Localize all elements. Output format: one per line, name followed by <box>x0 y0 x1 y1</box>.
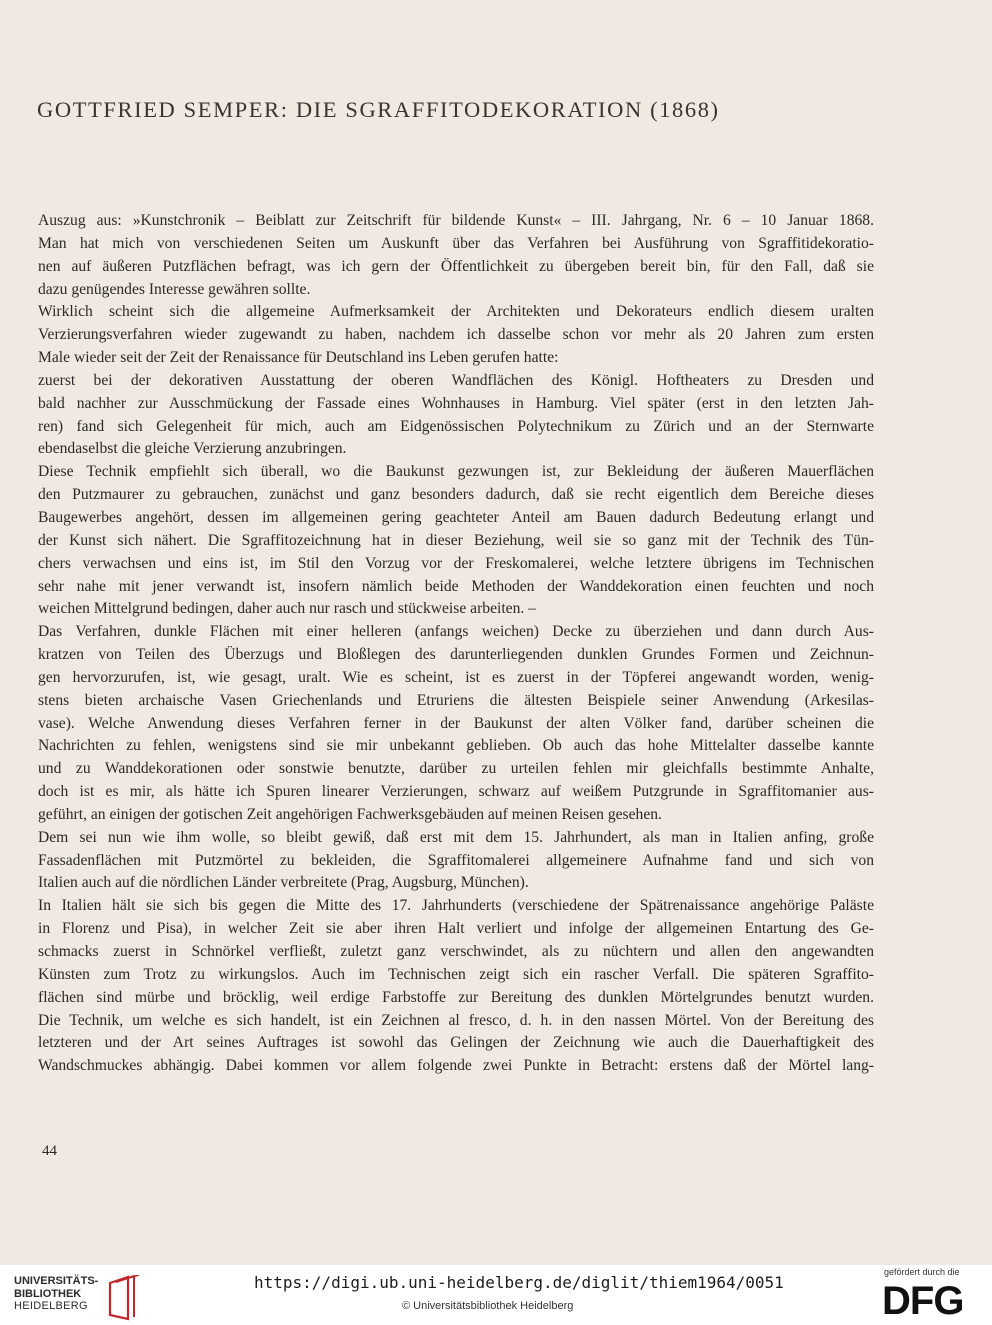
text-line: ren) fand sich Gelegenheit für mich, auch am Eidgenössischen Polytechnikum zu Zürich und an der Sternwarte <box>38 417 874 435</box>
text-line: weichen Mittelgrund bedingen, daher auch nur rasch und stückweise arbeiten. – <box>38 600 536 618</box>
body-text <box>38 210 874 1078</box>
dfg-funding[interactable] <box>882 1267 982 1321</box>
text-line: Auszug aus: »Kunstchronik – Beiblatt zur Zeitschrift für bildende Kunst« – III. Jahrgang, Nr. 6 – 10 Januar 1868. <box>38 212 874 229</box>
text-line: Dem sei nun wie ihm wolle, so bleibt gewiß, daß erst mit dem 15. Jahrhundert, als man in Italien anfing, große <box>38 828 874 846</box>
funding-text: gefördert durch die <box>884 1267 960 1277</box>
text-line: Diese Technik empfiehlt sich überall, wo die Baukunst gezwungen ist, zur Bekleidung der äußeren Mauerflächen <box>38 463 874 481</box>
text-line: In Italien hält sie sich bis gegen die Mitte des 17. Jahrhunderts (verschiedene der Spätrenaissance angehörige Paläste <box>38 897 874 915</box>
text-line: Die Technik, um welche es sich handelt, ist ein Zeichnen al fresco, d. h. in den nassen Mörtel. Von der Bereitung des <box>38 1011 874 1029</box>
text-line: Wandschmuckes abhängig. Dabei kommen vor allem folgende zwei Punkte in Betracht: erstens daß der Mörtel lang- <box>38 1057 874 1075</box>
text-line: in Florenz und Pisa), in welcher Zeit sie aber ihren Halt verliert und infolge der allgemeinen Entartung des Ge- <box>38 920 874 938</box>
text-line: den Putzmaurer zu gebrauchen, zunächst und ganz besonders dadurch, daß sie recht eigentlich dem Bereiche dieses <box>38 486 874 504</box>
text-line: Das Verfahren, dunkle Flächen mit einer helleren (anfangs weichen) Decke zu überziehen und dann durch Aus- <box>38 623 874 641</box>
text-line: kratzen von Teilen des Überzugs und Bloßlegen des darunterliegenden dunklen Grundes Formen und Zeichnun- <box>38 646 874 664</box>
text-line: flächen sind mürbe und bröcklig, weil erdige Farbstoffe zur Bereitung des dunklen Mörtelgrundes benutzt wurden. <box>38 988 874 1006</box>
text-line: Nachrichten zu fehlen, wenigstens sind sie mir unbekannt geblieben. Ob auch das hohe Mittelalter dasselbe kannte <box>38 737 874 755</box>
dfg-logo <box>882 1281 980 1319</box>
text-line: Man hat mich von verschiedenen Seiten um Auskunft über das Verfahren bei Ausführung von Sgraffitidekoratio- <box>38 234 874 252</box>
text-line: geführt, an einigen der gotischen Zeit angehörigen Fachwerksgebäuden auf meinen Reisen gesehen. <box>38 805 662 823</box>
text-line: ebendaselbst die gleiche Verzierung anzubringen. <box>38 440 347 458</box>
text-line: Wirklich scheint sich die allgemeine Aufmerksamkeit der Architekten und Dekorateurs endlich diesem uralten <box>38 303 874 321</box>
copyright-notice: © Universitätsbibliothek Heidelberg <box>402 1300 574 1312</box>
library-name-line: BIBLIOTHEK <box>14 1287 82 1300</box>
text-line: Verzierungsverfahren wieder zugewandt zu haben, nachdem ich dasselbe schon vor mehr als 20 Jahren zum ersten <box>38 326 874 344</box>
text-line: Baugewerbes angehört, dessen im allgemeinen gering geachteter Anteil am Bauen dadurch Bedeutung erlangt und <box>38 508 874 526</box>
text-line: doch ist es mir, als hätte ich Spuren linearer Verzierungen, schwarz auf weißem Putzgrunde in Sgraffitomanier aus- <box>38 783 874 801</box>
viewer-footer <box>0 1265 992 1325</box>
text-line: der Kunst sich nähert. Die Sgraffitozeichnung hat in dieser Beziehung, weil sie so ganz mit der Technik des Tün- <box>38 531 874 549</box>
text-line: Künsten zum Trotz zu wirkungslos. Auch im Technischen zeigt sich ein rascher Verfall. Die späteren Sgraffito- <box>38 965 874 983</box>
text-line: nen auf äußeren Putzflächen befragt, was ich gern der Öffentlichkeit zu übergeben bereit bin, für den Fall, daß sie <box>38 257 874 275</box>
text-line: chers verwachsen und eins ist, im Stil den Vorzug vor der Freskomalerei, welche letztere übrigens im Technischen <box>38 554 874 572</box>
text-line: stens bieten archaische Vasen Griechenlands und Etruriens die ältesten Beispiele seiner Anwendung (Arkesilas- <box>38 691 874 709</box>
text-line: Fassadenflächen mit Putzmörtel zu bekleiden, die Sgraffitomalerei allgemeinere Aufnahme fand und sich von <box>38 851 874 869</box>
library-logo[interactable] <box>14 1275 144 1321</box>
library-name-line: HEIDELBERG <box>14 1300 88 1312</box>
text-line: gen hervorzurufen, ist, wie gesagt, uralt. Wie es scheint, ist es zuerst in der Töpferei angewandt worden, wenig- <box>38 668 874 686</box>
text-line: bald nachher zur Ausschmückung der Fassade eines Wohnhauses in Hamburg. Viel später (erst in den letzten Jah- <box>38 394 874 412</box>
page-title: GOTTFRIED SEMPER: DIE SGRAFFITODEKORATION (1868) <box>37 97 720 122</box>
text-line: Male wieder seit der Zeit der Renaissance für Deutschland ins Leben gerufen hatte: <box>38 349 559 367</box>
page-number: 44 <box>42 1143 57 1159</box>
text-line: zuerst bei der dekorativen Ausstattung der oberen Wandflächen des Königl. Hoftheaters zu Dresden und <box>38 371 874 389</box>
text-line: vase). Welche Anwendung dieses Verfahren ferner in der Baukunst der alten Völker fand, darüber scheinen die <box>38 714 874 732</box>
text-line: schmacks zuerst in Schnörkel verfließt, zuletzt ganz verschwindet, als zu nüchtern und allen den angewandten <box>38 943 874 960</box>
library-emblem-icon <box>106 1275 140 1321</box>
text-line: dazu genügendes Interesse gewähren sollte. <box>38 280 311 298</box>
text-line: Italien auch auf die nördlichen Länder verbreitete (Prag, Augsburg, München). <box>38 874 529 892</box>
library-name-line: UNIVERSITÄTS- <box>14 1275 99 1287</box>
permalink-url[interactable]: https://digi.ub.uni-heidelberg.de/diglit/thiem1964/0051 <box>254 1273 784 1292</box>
text-line: und zu Wanddekorationen oder sonstwie benutzte, darüber zu urteilen fehlen mir gleichfalls bestimmte Anhalte, <box>38 760 874 778</box>
dfg-logo-text: DFG <box>882 1281 964 1319</box>
text-line: sehr nahe mit jener verwandt ist, insofern nämlich beide Methoden der Wanddekoration einen feuchten und noch <box>38 577 874 595</box>
text-line: letzteren und der Art seines Auftrages ist sowohl das Gelingen der Zeichnung wie auch die Dauerhaftigkeit des <box>38 1034 874 1052</box>
library-name <box>14 1275 106 1313</box>
